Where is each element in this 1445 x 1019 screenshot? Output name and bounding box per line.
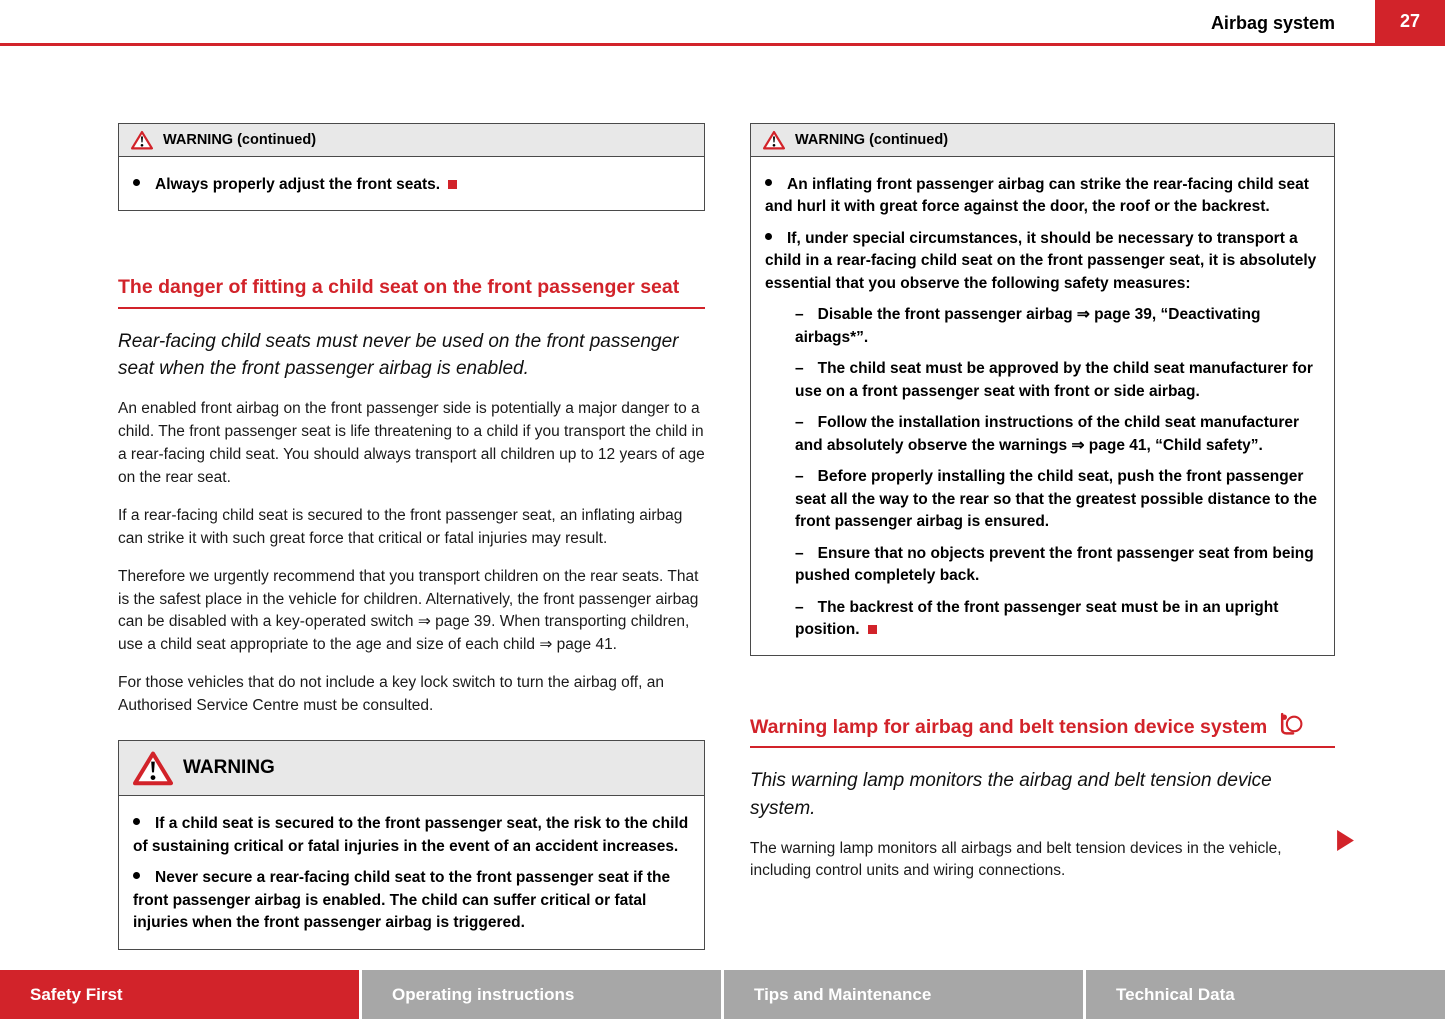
footer-tab-label: Safety First	[30, 984, 123, 1004]
footer-tab-label: Tips and Maintenance	[754, 984, 932, 1004]
footer-tab-label: Technical Data	[1116, 984, 1235, 1004]
warning-box-body	[119, 796, 704, 948]
page-number-badge	[1375, 0, 1445, 43]
dash-icon: –	[795, 414, 804, 432]
page-continues-arrow-icon	[1337, 830, 1354, 851]
page-number: 27	[1399, 11, 1421, 31]
safety-measure-text: The backrest of the front passenger seat must be in an upright position.	[795, 598, 1279, 638]
warning-item-text: If, under special circumstances, it should be necessary to transport a child in a rear-facing child seat on the front passenger seat, it is absolutely essential that you observe the following safety measures:	[765, 229, 1317, 292]
end-of-section-marker	[448, 180, 457, 189]
warning-triangle-icon	[133, 750, 173, 786]
bullet-icon	[133, 818, 140, 825]
warning-box-title: WARNING (continued)	[163, 132, 317, 148]
bullet-icon	[133, 179, 140, 186]
paragraph: Therefore we urgently recommend that you transport children on the rear seats. That is the safest place in the vehicle for children. Alternatively, the front passenger airbag can be disabled with a key-operated switch ⇒ page 39. When transporting children, use a child seat appropriate to the age and size of each child ⇒ page 41.	[118, 567, 699, 654]
dash-icon: –	[795, 598, 804, 616]
safety-measure	[795, 304, 1320, 349]
section-heading-text: The danger of fitting a child seat on the front passenger seat	[118, 276, 680, 299]
section-lead: This warning lamp monitors the airbag and belt tension device system.	[750, 770, 1272, 819]
safety-measure-text: Disable the front passenger airbag ⇒ page 39, “Deactivating airbags*”.	[795, 306, 1261, 346]
warning-item	[133, 867, 690, 934]
section-heading-text: Warning lamp for airbag and belt tension device system	[750, 716, 1268, 739]
section-heading-child-seat	[118, 275, 705, 308]
warning-item-text: Always properly adjust the front seats.	[155, 176, 441, 193]
paragraph: For those vehicles that do not include a key lock switch to turn the airbag off, an Authorised Service Centre must be consulted.	[118, 674, 664, 715]
dash-icon: –	[795, 360, 804, 378]
footer-tab-label: Operating instructions	[392, 984, 575, 1004]
warning-box-left	[118, 740, 705, 949]
warning-triangle-icon	[131, 130, 153, 150]
warning-item-text: An inflating front passenger airbag can strike the rear-facing child seat and hurl it with great force against the door, the roof or the backrest.	[765, 176, 1309, 216]
warning-item	[765, 174, 1320, 219]
warning-continued-box-right	[750, 123, 1335, 656]
warning-item	[765, 228, 1320, 295]
warning-box-header	[119, 124, 704, 157]
warning-triangle-icon	[763, 130, 785, 150]
warning-item	[133, 813, 690, 858]
warning-item	[133, 174, 690, 196]
right-column	[750, 123, 1335, 883]
safety-measure	[795, 543, 1320, 588]
paragraph: The warning lamp monitors all airbags and belt tension devices in the vehicle, including control units and wiring connections.	[750, 839, 1282, 880]
safety-measure	[795, 412, 1320, 457]
warning-item-text: If a child seat is secured to the front passenger seat, the risk to the child of sustaining critical or fatal injuries in the event of an accident increases.	[133, 815, 689, 855]
page-title: Airbag system	[1210, 13, 1335, 33]
safety-measure-text: Follow the installation instructions of the child seat manufacturer and absolutely observe the warnings ⇒ page 41, “Child safety”.	[795, 414, 1300, 454]
footer-tab-technical-data	[1086, 970, 1445, 1019]
footer-section-bar	[0, 970, 1445, 1019]
warning-box-title: WARNING (continued)	[795, 132, 949, 148]
warning-box-body	[119, 157, 704, 210]
paragraph: If a rear-facing child seat is secured to the front passenger seat, an inflating airbag can strike it with such great force that critical or fatal injuries may result.	[118, 506, 683, 547]
safety-measure	[795, 597, 1320, 642]
safety-measure-text: Before properly installing the child seat, push the front passenger seat all the way to the rear so that the greatest possible distance to the front passenger airbag is ensured.	[795, 468, 1317, 531]
warning-box-header	[751, 124, 1334, 157]
section-body	[118, 398, 705, 718]
paragraph: An enabled front airbag on the front passenger side is potentially a major danger to a child. The front passenger seat is life threatening to a child if you transport the child in a rear-facing child seat. You should always transport all children up to 12 years of age on the rear seat.	[118, 399, 705, 486]
section-heading-warning-lamp	[750, 712, 1335, 748]
footer-tab-operating-instructions	[362, 970, 721, 1019]
warning-box-body	[751, 157, 1334, 655]
section-body	[750, 838, 1335, 884]
dash-icon: –	[795, 544, 804, 562]
footer-tab-tips-and-maintenance	[724, 970, 1083, 1019]
safety-measure	[795, 466, 1320, 533]
safety-measure-text: Ensure that no objects prevent the front passenger seat from being pushed completely back.	[795, 544, 1314, 585]
safety-measure-text: The child seat must be approved by the child seat manufacturer for use on a front passenger seat with front or side airbag.	[795, 360, 1313, 400]
section-lead: Rear-facing child seats must never be used on the front passenger seat when the front passenger airbag is enabled.	[118, 330, 679, 380]
left-column	[118, 123, 705, 950]
warning-continued-box-left	[118, 123, 705, 211]
safety-measure	[795, 358, 1320, 403]
warning-box-title: WARNING	[183, 757, 275, 779]
warning-item-text: Never secure a rear-facing child seat to the front passenger seat if the front passenger airbag is enabled. The child can suffer critical or fatal injuries when the front passenger airbag is triggered.	[133, 869, 671, 932]
dash-icon: –	[795, 306, 804, 324]
bullet-icon	[765, 179, 772, 186]
warning-box-header	[119, 741, 704, 796]
airbag-warning-lamp-icon	[1277, 712, 1304, 739]
end-of-section-marker	[868, 625, 877, 634]
bullet-icon	[133, 872, 140, 879]
bullet-icon	[765, 233, 772, 240]
header-rule	[0, 43, 1445, 46]
dash-icon: –	[795, 468, 804, 486]
footer-tab-safety-first	[0, 970, 359, 1019]
